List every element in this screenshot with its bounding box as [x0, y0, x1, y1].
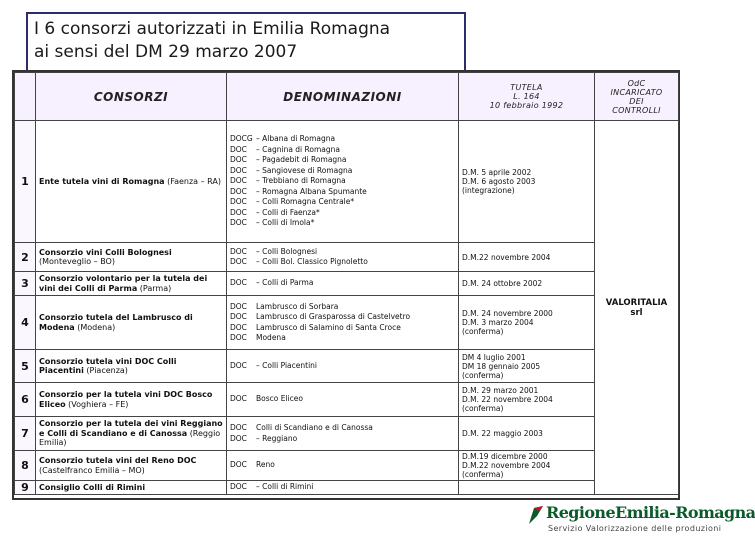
- row-number: 8: [15, 451, 36, 481]
- denominazione-text: Bosco Eliceo: [256, 394, 303, 404]
- denominazione-item: [230, 247, 455, 258]
- denominazione-item: [230, 155, 455, 166]
- tutela-cell: [459, 451, 595, 481]
- regione-logo: [522, 500, 755, 538]
- denominazione-type: DOC: [230, 360, 247, 370]
- denominazione-type: DOC: [230, 257, 247, 266]
- consorzio-name-bold: Consorzio tutela vini DOC Colli Piacentini: [39, 356, 177, 375]
- table-row: [15, 121, 679, 243]
- denominazione-item: [230, 434, 455, 445]
- table-row: [15, 350, 679, 383]
- denominazione-item: [230, 187, 455, 198]
- slide-title-line-1: I 6 consorzi autorizzati in Emilia Romagna: [34, 19, 391, 39]
- tutela-line: D.M.22 novembre 2004: [462, 252, 551, 262]
- denominazioni-cell: [227, 451, 459, 481]
- denominazione-type: DOC: [230, 207, 247, 217]
- consorzio-name: [36, 296, 227, 350]
- row-number: 7: [15, 417, 36, 451]
- consorzio-location: (Parma): [139, 283, 172, 293]
- consorzio-name-bold: Consiglio Colli di Rimini: [39, 482, 146, 492]
- denominazione-item: [230, 257, 455, 268]
- tutela-cell: [459, 243, 595, 272]
- slide-title-line-2: ai sensi del DM 29 marzo 2007: [34, 42, 298, 62]
- consorzio-name-bold: Consorzio per la tutela vini DOC Bosco Eliceo: [39, 390, 213, 409]
- denominazione-type: DOC: [230, 155, 247, 165]
- denominazione-item: [230, 482, 455, 493]
- consorzio-name-bold: Consorzio tutela del Lambrusco di Modena: [39, 313, 193, 332]
- denominazione-type: DOC: [230, 186, 247, 196]
- consorzio-name: [36, 417, 227, 451]
- regione-flag-icon: [528, 504, 544, 526]
- row-number: 2: [15, 243, 36, 272]
- tutela-line: D.M. 5 aprile 2002: [462, 168, 532, 177]
- tutela-cell: [459, 272, 595, 296]
- denominazioni-cell: [227, 296, 459, 350]
- consorzio-location: (Castelfranco Emilia – MO): [39, 465, 145, 475]
- denominazione-text: – Colli Piacentini: [256, 360, 317, 370]
- consorzio-name: [36, 272, 227, 296]
- tutela-line: (conferma): [462, 470, 504, 479]
- denominazione-type: DOC: [230, 482, 247, 492]
- odc-value-line: VALORITALIA: [605, 297, 668, 308]
- row-number: 1: [15, 121, 36, 243]
- denominazione-type: DOCG: [230, 134, 253, 144]
- tutela-line: (conferma): [462, 404, 504, 413]
- denominazioni-cell: [227, 272, 459, 296]
- denominazione-type: DOC: [230, 176, 247, 186]
- tutela-line: DM 4 luglio 2001: [462, 352, 526, 362]
- denominazioni-cell: [227, 350, 459, 383]
- denominazione-type: DOC: [230, 460, 247, 470]
- tutela-line: D.M. 6 agosto 2003: [462, 177, 536, 186]
- denominazione-item: [230, 302, 455, 313]
- row-number: 6: [15, 383, 36, 417]
- denominazione-text: – Colli di Imola*: [256, 218, 315, 228]
- denominazioni-cell: [227, 383, 459, 417]
- denominazione-text: – Cagnina di Romagna: [256, 144, 341, 154]
- table-row: [15, 243, 679, 272]
- odc-cell: [595, 121, 679, 495]
- denominazione-type: DOC: [230, 433, 247, 443]
- tutela-line: (integrazione): [462, 186, 515, 195]
- tutela-cell: [459, 417, 595, 451]
- tutela-line: D.M.22 novembre 2004: [462, 461, 551, 470]
- denominazione-text: – Sangiovese di Romagna: [256, 165, 353, 175]
- denominazione-item: [230, 394, 455, 405]
- denominazione-text: Lambrusco di Grasparossa di Castelvetro: [256, 312, 411, 321]
- denominazione-item: [230, 166, 455, 177]
- denominazione-text: Modena: [256, 333, 286, 342]
- denominazione-item: [230, 145, 455, 156]
- denominazione-item: [230, 218, 455, 229]
- consorzio-name: [36, 350, 227, 383]
- denominazione-item: [230, 134, 455, 145]
- tutela-line: D.M. 3 marzo 2004: [462, 318, 534, 327]
- denominazione-text: Lambrusco di Sorbara: [256, 301, 339, 311]
- row-number: 3: [15, 272, 36, 296]
- table-row: [15, 272, 679, 296]
- denominazione-text: – Trebbiano di Romagna: [256, 176, 346, 186]
- denominazione-type: DOC: [230, 312, 247, 321]
- denominazioni-cell: [227, 121, 459, 243]
- denominazione-text: – Reggiano: [256, 433, 298, 443]
- consorzio-location: (Modena): [77, 322, 116, 332]
- header-tutela: TUTELA L. 164 10 febbraio 1992: [459, 73, 595, 121]
- slide-title: [26, 12, 466, 72]
- tutela-cell: [459, 350, 595, 383]
- tutela-cell: [459, 296, 595, 350]
- denominazione-text: – Romagna Albana Spumante: [256, 186, 367, 196]
- denominazione-type: DOC: [230, 197, 247, 207]
- regione-logo-name: RegioneEmilia-Romagna: [546, 503, 755, 522]
- odc-value-line: srl: [630, 307, 643, 318]
- consorzio-location: (Monteveglio – BO): [39, 257, 115, 266]
- tutela-line: (conferma): [462, 327, 504, 336]
- tutela-cell: [459, 383, 595, 417]
- denominazioni-cell: [227, 481, 459, 495]
- tutela-line: D.M. 24 novembre 2000: [462, 309, 553, 318]
- header-number-corner: [15, 73, 36, 121]
- consorzio-name-bold: Consorzio tutela vini del Reno DOC: [39, 456, 197, 465]
- denominazione-text: – Colli Bolognesi: [256, 246, 318, 256]
- consorzio-location: (Faenza – RA): [167, 176, 221, 186]
- denominazione-type: DOC: [230, 218, 247, 228]
- denominazione-type: DOC: [230, 322, 247, 332]
- denominazione-item: [230, 197, 455, 208]
- denominazione-text: Reno: [256, 460, 275, 470]
- table-row: [15, 296, 679, 350]
- denominazioni-cell: [227, 417, 459, 451]
- denominazione-item: [230, 361, 455, 372]
- tutela-line: D.M.19 dicembre 2000: [462, 452, 548, 461]
- table-row: [15, 383, 679, 417]
- denominazione-text: – Colli di Parma: [256, 278, 314, 288]
- tutela-line: D.M. 24 ottobre 2002: [462, 279, 543, 288]
- tutela-line: D.M. 29 marzo 2001: [462, 386, 539, 395]
- consorzio-location: (Voghiera – FE): [68, 399, 129, 409]
- consorzio-name-bold: Consorzio volontario per la tutela dei vini dei Colli di Parma: [39, 274, 208, 293]
- denominazione-item: [230, 333, 455, 344]
- regione-logo-subtitle: Servizio Valorizzazione delle produzioni: [548, 524, 722, 533]
- consorzio-name: [36, 481, 227, 495]
- denominazione-text: – Colli Bol. Classico Pignoletto: [256, 257, 368, 266]
- consorzi-table: [14, 72, 679, 495]
- table-row: [15, 481, 679, 495]
- consorzio-name-bold: Consorzio vini Colli Bolognesi: [39, 247, 172, 257]
- table-row: [15, 451, 679, 481]
- consorzio-location: (Reggio Emilia): [39, 428, 221, 448]
- denominazione-type: DOC: [230, 423, 247, 432]
- tutela-cell: [459, 481, 595, 495]
- row-number: 9: [15, 481, 36, 495]
- denominazioni-cell: [227, 243, 459, 272]
- denominazione-item: [230, 323, 455, 334]
- denominazione-item: [230, 460, 455, 471]
- denominazione-item: [230, 423, 455, 434]
- denominazione-item: [230, 312, 455, 323]
- consorzio-location: (Piacenza): [86, 366, 128, 375]
- table-body: [15, 121, 679, 495]
- row-number: 4: [15, 296, 36, 350]
- denominazione-type: DOC: [230, 246, 247, 256]
- denominazione-type: DOC: [230, 394, 247, 404]
- denominazione-type: DOC: [230, 278, 247, 288]
- denominazione-text: Lambrusco di Salamino di Santa Croce: [256, 322, 401, 332]
- denominazione-text: – Colli di Rimini: [256, 482, 314, 492]
- denominazione-type: DOC: [230, 333, 247, 342]
- table-row: [15, 417, 679, 451]
- denominazione-type: DOC: [230, 301, 247, 311]
- denominazione-type: DOC: [230, 165, 247, 175]
- tutela-cell: [459, 121, 595, 243]
- row-number: 5: [15, 350, 36, 383]
- tutela-line: D.M. 22 maggio 2003: [462, 429, 543, 438]
- consorzio-name: [36, 243, 227, 272]
- consorzio-name: [36, 121, 227, 243]
- tutela-line: D.M. 22 novembre 2004: [462, 395, 553, 404]
- header-consorzi: CONSORZI: [36, 73, 227, 121]
- denominazione-type: DOC: [230, 144, 247, 154]
- tutela-line: (conferma): [462, 370, 504, 380]
- consorzio-name: [36, 451, 227, 481]
- denominazione-item: [230, 278, 455, 289]
- header-odc: OdC INCARICATO DEI CONTROLLI: [595, 73, 679, 121]
- denominazione-text: – Pagadebit di Romagna: [256, 155, 347, 165]
- consorzio-name-bold: Ente tutela vini di Romagna: [39, 176, 165, 186]
- denominazione-text: – Colli di Faenza*: [256, 207, 320, 217]
- consorzio-name: [36, 383, 227, 417]
- denominazione-item: [230, 176, 455, 187]
- denominazione-text: – Albana di Romagna: [256, 134, 336, 144]
- denominazione-text: Colli di Scandiano e di Canossa: [256, 423, 373, 432]
- denominazione-text: – Colli Romagna Centrale*: [256, 197, 355, 207]
- tutela-line: DM 18 gennaio 2005: [462, 361, 541, 371]
- header-denominazioni: DENOMINAZIONI: [227, 73, 459, 121]
- consorzio-name-bold: Consorzio per la tutela dei vini Reggiano e Colli di Scandiano e di Canossa: [39, 419, 223, 438]
- denominazione-item: [230, 208, 455, 219]
